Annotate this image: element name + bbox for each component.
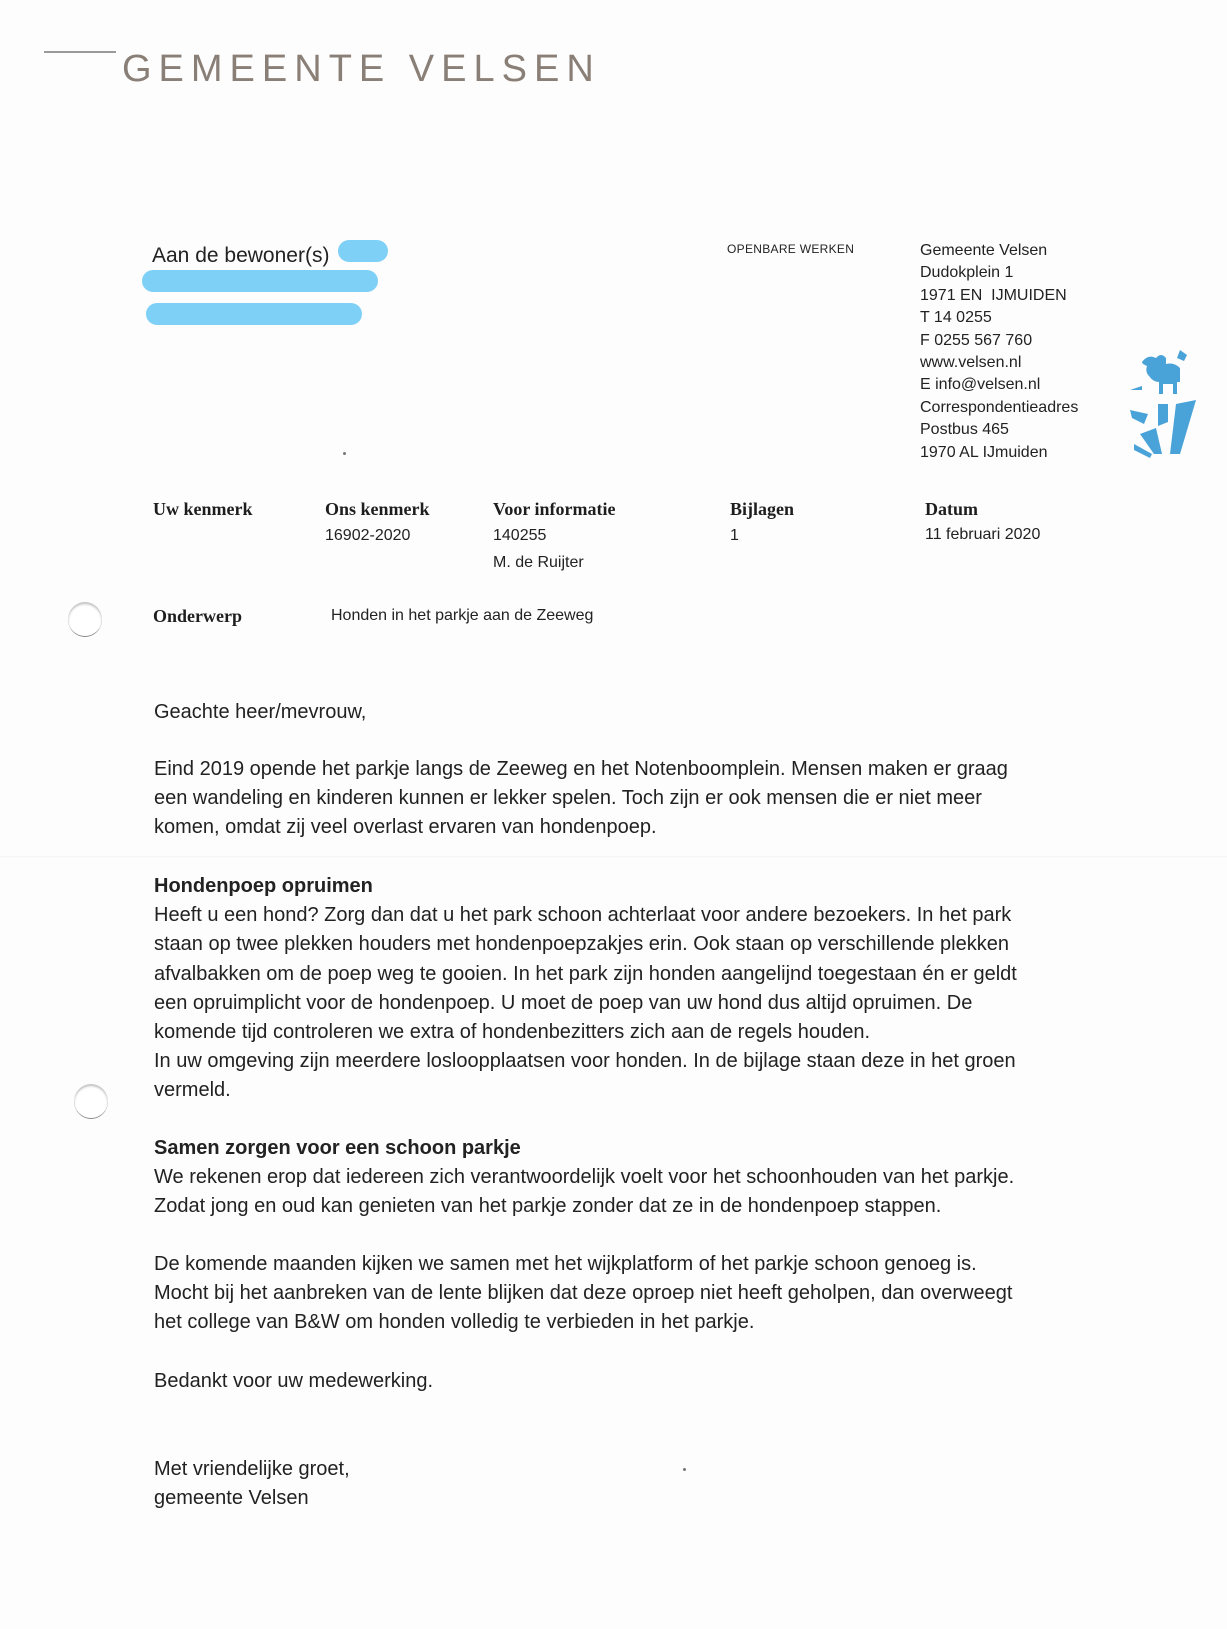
paragraph-line: afvalbakken om de poep weg te gooien. In het park zijn honden aangelijnd toegestaan én er geldt [154,962,1017,985]
voor-informatie-name: M. de Ruijter [493,554,584,571]
paper-fold-line [0,856,1227,858]
redaction-mark [142,270,378,292]
bijlagen-value: 1 [730,527,739,544]
paragraph-line: De komende maanden kijken we samen met het wijkplatform of het parkje schoon genoeg is. [154,1253,977,1275]
paragraph-line: staan op twee plekken houders met hondenpoepzakjes erin. Ook staan op verschillende plekken [154,933,1009,956]
bijlagen-label: Bijlagen [730,499,795,519]
closing-line: Met vriendelijke groet, [154,1458,350,1480]
recipient-line: Aan de bewoner(s) [152,244,330,267]
sender-address-block [920,240,1078,464]
department-label: OPENBARE WERKEN [727,242,855,256]
redaction-mark [338,240,388,262]
address-line: Gemeente Velsen [920,242,1048,259]
address-line: www.velsen.nl [920,354,1022,372]
intro-paragraph [154,755,1114,843]
paragraph-line: het college van B&W om honden volledig te verbieden in het parkje. [154,1311,755,1334]
paragraph-line: Heeft u een hond? Zorg dan dat u het park schoon achterlaat voor andere bezoekers. In het park [154,904,1012,927]
paragraph-line: Zodat jong en oud kan genieten van het parkje zonder dat ze in de hondenpoep stappen. [154,1195,942,1218]
paragraph-line: een wandeling en kinderen kunnen er lekker spelen. Toch zijn er ook mensen die er niet meer [154,787,982,810]
address-line: 1970 AL IJmuiden [920,443,1048,461]
address-line: T 14 0255 [920,309,992,327]
address-line: F 0255 567 760 [920,331,1033,349]
paragraph-line: Mocht bij het aanbreken van de lente blijken dat deze oproep niet heeft geholpen, dan overweegt [154,1282,1013,1305]
address-line: Dudokplein 1 [920,264,1014,282]
paragraph-line: Eind 2019 opende het parkje langs de Zeeweg en het Notenboomplein. Mensen maken er graag [154,758,1008,780]
onderwerp-label: Onderwerp [153,606,242,626]
redaction-mark [146,303,362,325]
paper-speck [343,452,346,455]
thanks-line: Bedankt voor uw medewerking. [154,1370,434,1392]
ons-kenmerk-label: Ons kenmerk [325,499,430,519]
address-line: 1971 EN IJMUIDEN [920,286,1067,304]
paragraph-line: We rekenen erop dat iedereen zich verantwoordelijk voelt voor het schoonhouden van het parkje. [154,1166,1015,1189]
voor-informatie-label: Voor informatie [493,499,616,519]
organization-name: GEMEENTE VELSEN [122,48,601,90]
address-line: Correspondentieadres [920,398,1079,416]
ons-kenmerk-value: 16902-2020 [325,527,411,544]
signature-line: gemeente Velsen [154,1487,309,1510]
voor-informatie-phone: 140255 [493,527,547,544]
uw-kenmerk-label: Uw kenmerk [153,499,253,519]
punch-hole [74,1084,108,1119]
onderwerp-value: Honden in het parkje aan de Zeeweg [331,607,594,624]
paragraph-line: komende tijd controleren we extra of hondenbezitters zich aan de regels houden. [154,1021,871,1044]
datum-label: Datum [925,499,978,519]
letterhead-rule [44,51,116,53]
address-line: E info@velsen.nl [920,376,1041,394]
velsen-lamb-and-v-logo-icon [1128,348,1202,474]
greeting: Geachte heer/mevrouw, [154,701,367,723]
paragraph-line: een opruimplicht voor de hondenpoep. U moet de poep van uw hond dus altijd opruimen. De [154,991,973,1014]
paragraph-wijkplatform [154,1250,1114,1338]
paragraph-line: komen, omdat zij veel overlast ervaren van hondenpoep. [154,816,657,839]
datum-value: 11 februari 2020 [925,526,1041,543]
address-line: Postbus 465 [920,421,1009,439]
closing-block [154,1455,1114,1513]
punch-hole [68,602,102,637]
section-samen-zorgen [154,1134,1114,1222]
section-hondenpoep-opruimen [154,872,1114,1106]
section-heading: Hondenpoep opruimen [154,875,373,897]
paragraph-line: In uw omgeving zijn meerdere losloopplaatsen voor honden. In de bijlage staan deze in het groen [154,1050,1016,1073]
paragraph-line: vermeld. [154,1079,231,1102]
section-heading: Samen zorgen voor een schoon parkje [154,1137,521,1159]
